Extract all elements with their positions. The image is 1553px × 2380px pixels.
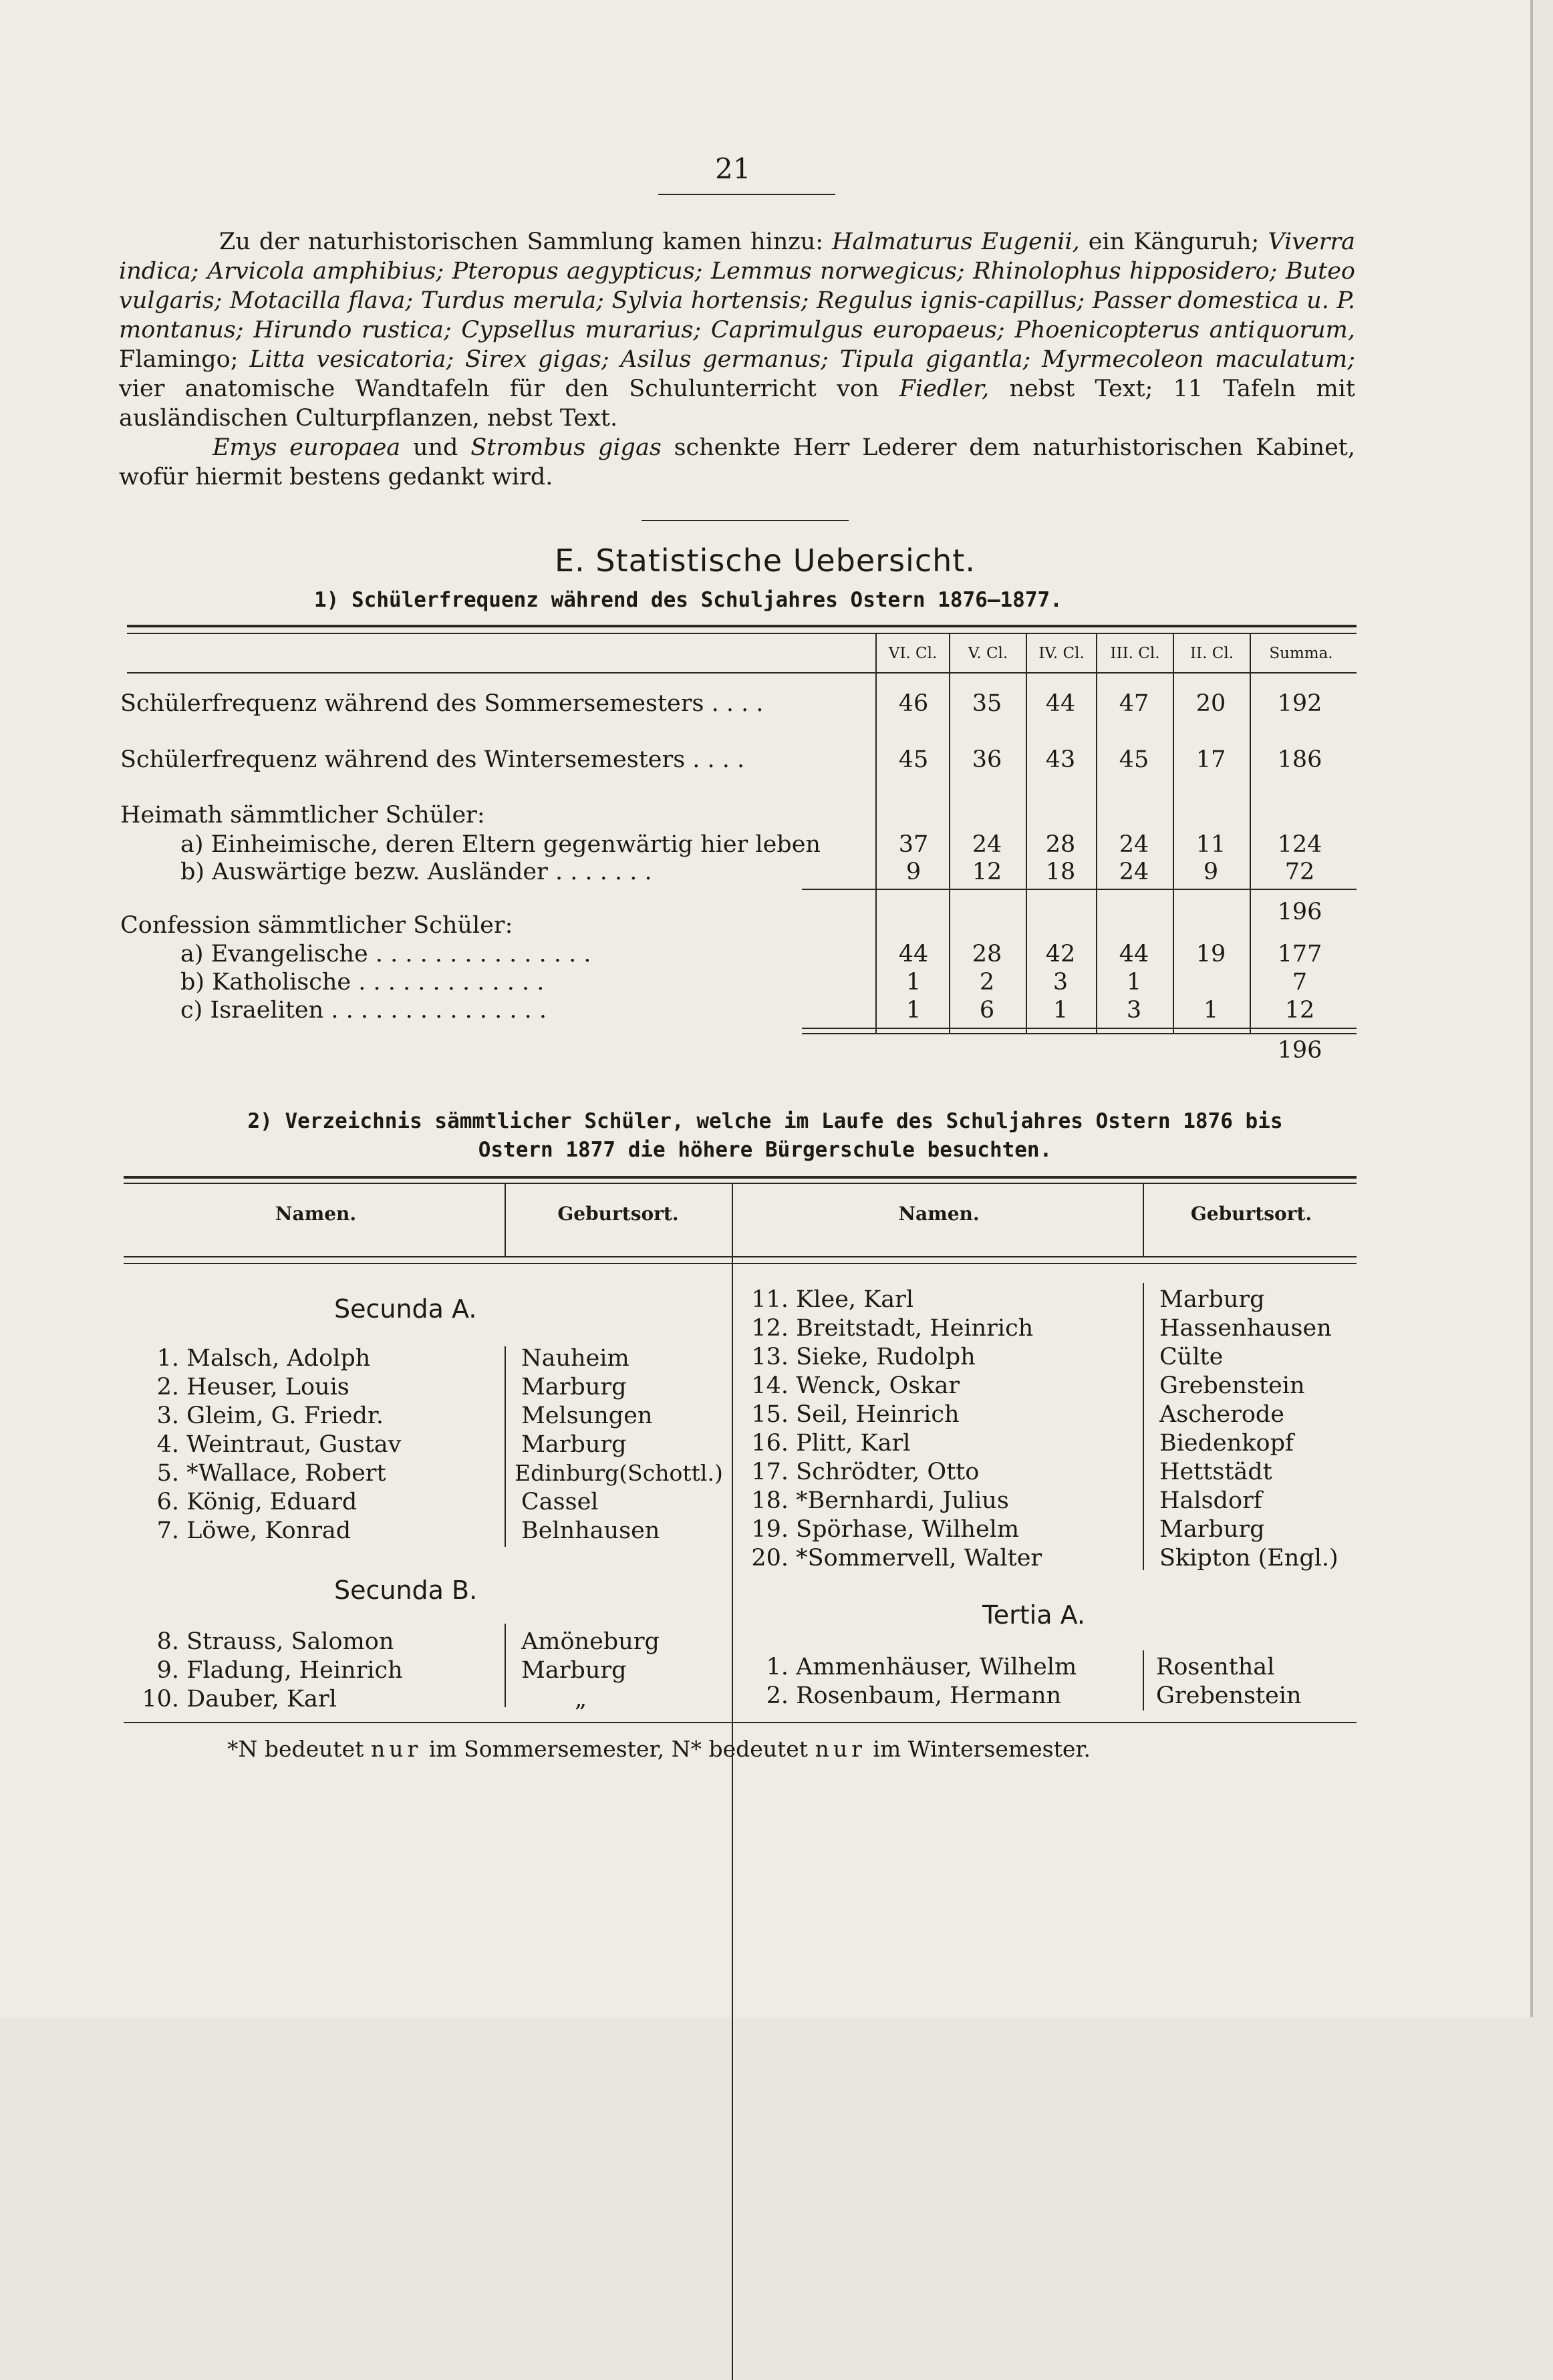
entry-name: Sieke, Rudolph (796, 1344, 976, 1370)
list-item (134, 1489, 357, 1515)
isr-iv: 1 (1052, 997, 1069, 1024)
entry-place: Grebenstein (1156, 1682, 1302, 1709)
winter-v: 36 (972, 746, 1002, 773)
entry-name: Rosenbaum, Hermann (796, 1682, 1062, 1709)
ev-iii: 44 (1119, 941, 1149, 968)
entry-name: Seil, Heinrich (796, 1401, 960, 1428)
entry-place: Marburg (521, 1657, 627, 1684)
ausw-sum: 72 (1284, 859, 1315, 885)
ev-ii: 19 (1195, 941, 1226, 968)
entry-place: Edinburg(Schottl.) (515, 1460, 723, 1486)
column-header: VI. Cl. (888, 645, 938, 662)
secunda-a-heading: Secunda A. (334, 1294, 477, 1324)
entry-name: Ammenhäuser, Wilhelm (796, 1654, 1077, 1680)
place-divider (1143, 1650, 1144, 1710)
conf-total: 196 (1277, 1037, 1322, 1064)
entry-name: Klee, Karl (796, 1286, 914, 1313)
list-item (748, 1430, 910, 1457)
footnote-emphasis: nur (815, 1736, 866, 1762)
entry-name: Plitt, Karl (796, 1430, 911, 1457)
heimath-label: Heimath sämmtlicher Schüler: (120, 802, 485, 829)
list-item (134, 1657, 403, 1684)
footnote-emphasis: nur (370, 1736, 422, 1762)
winter-sum: 186 (1277, 746, 1322, 773)
entry-name: Malsch, Adolph (186, 1345, 371, 1372)
entry-number: 20. (751, 1545, 789, 1572)
entry-name: Wenck, Oskar (796, 1372, 960, 1399)
ausw-label: b) Auswärtige bezw. Ausländer . . . . . . . (180, 859, 652, 885)
entry-place: Grebenstein (1159, 1372, 1305, 1399)
entry-place: Biedenkopf (1159, 1430, 1294, 1457)
einheim-iii: 24 (1119, 831, 1149, 858)
list-item (748, 1315, 1033, 1342)
author-name: Fiedler, (899, 376, 990, 402)
isr-iii: 3 (1126, 997, 1142, 1024)
entry-place: Marburg (521, 1431, 627, 1458)
entry-place: Halsdorf (1159, 1487, 1262, 1514)
species-list: Viverra indica; Arvicola amphibius; Pteropus aegypticus; Lemmus norwegicus; Rhinolophus hipposidero; Buteo vulgaris; Motacilla flava; Turdus merula; Sylvia hortensis; Regulus ignis-capillus; Passer domestica u. P. montanus; Hirundo rustica; Cypsellus murarius; Caprimulgus europaeus; Phoenicopterus antiquorum, (119, 229, 1356, 343)
column-header: Summa. (1269, 645, 1333, 662)
list-header-rule (124, 1263, 1357, 1264)
entry-name: Dauber, Karl (186, 1686, 337, 1713)
entry-place: Hassenhausen (1159, 1315, 1332, 1342)
list-item (134, 1345, 370, 1372)
species-list: Litta vesicatoria; Sirex gigas; Asilus germanus; Tipula gigantla; Myrmecoleon maculatum; (249, 346, 1355, 373)
list-divider (505, 1184, 506, 1256)
kath-iii: 1 (1126, 969, 1142, 996)
winter-ii: 17 (1195, 746, 1226, 773)
sum-rule (802, 889, 1357, 890)
entry-number: 10. (142, 1686, 179, 1713)
entry-name: Fladung, Heinrich (186, 1657, 403, 1684)
secunda-b-heading: Secunda B. (334, 1576, 478, 1605)
list-item (748, 1487, 1009, 1514)
entry-number: 2. (766, 1682, 789, 1709)
conf-label: Confession sämmtlicher Schüler: (120, 912, 513, 939)
einheim-vi: 37 (898, 831, 929, 858)
entry-place: Cassel (521, 1489, 599, 1515)
entry-number: 4. (156, 1431, 179, 1458)
ausw-v: 12 (972, 859, 1002, 885)
section-title: E. Statistische Uebersicht. (555, 543, 976, 579)
list-item (748, 1516, 1019, 1543)
list-item (134, 1686, 337, 1713)
entry-number: 5. (156, 1460, 179, 1487)
entry-number: 9. (156, 1657, 179, 1684)
heimath-total: 196 (1277, 899, 1322, 925)
isr-sum: 12 (1284, 997, 1315, 1024)
list-item (134, 1431, 401, 1458)
entry-number: 15. (751, 1401, 789, 1428)
donation-paragraph (119, 433, 1355, 492)
entry-number: 7. (156, 1517, 179, 1544)
row-label: b) Auswärtige bezw. Ausländer (180, 859, 548, 885)
subtitle-frequency: 1) Schülerfrequenz während des Schuljahres Ostern 1876—1877. (314, 588, 1063, 612)
winter-label: Schülerfrequenz während des Wintersemesters . . . . (120, 746, 745, 773)
einheim-label: a) Einheimische, deren Eltern gegenwärtig hier leben (180, 831, 821, 858)
entry-name: *Wallace, Robert (186, 1460, 386, 1487)
list-item (134, 1460, 386, 1487)
row-label: c) Israeliten (180, 997, 324, 1024)
left-name-header: Namen. (275, 1203, 357, 1225)
intro-text: vier anatomische Wandtafeln für den Schulunterricht von (119, 376, 899, 402)
footnote-text: im Wintersemester. (865, 1736, 1091, 1762)
list-item (748, 1654, 1077, 1680)
entry-place: Skipton (Engl.) (1159, 1545, 1338, 1572)
entry-name: Schrödter, Otto (796, 1459, 980, 1485)
entry-name: Gleim, G. Friedr. (186, 1402, 384, 1429)
list-item (134, 1628, 394, 1655)
entry-place: Hettstädt (1159, 1459, 1272, 1485)
list-center-divider (732, 1184, 733, 2380)
entry-place: Belnhausen (521, 1517, 660, 1544)
entry-number: 6. (156, 1489, 179, 1515)
summer-vi: 46 (898, 690, 929, 717)
list-item (748, 1344, 976, 1370)
isr-vi: 1 (905, 997, 922, 1024)
intro-text: Flamingo; (119, 346, 250, 373)
ausw-vi: 9 (905, 859, 922, 885)
entry-name: König, Eduard (186, 1489, 358, 1515)
right-place-header: Geburtsort. (1190, 1203, 1312, 1225)
list-top-rule (124, 1183, 1357, 1184)
list-item (748, 1372, 960, 1399)
winter-iv: 43 (1045, 746, 1076, 773)
isr-label: c) Israeliten . . . . . . . . . . . . . . . (180, 997, 547, 1024)
ev-iv: 42 (1045, 941, 1076, 968)
column-header: IV. Cl. (1038, 645, 1085, 662)
list-top-rule (124, 1176, 1357, 1179)
ausw-iv: 18 (1045, 859, 1076, 885)
entry-place: Marburg (1159, 1516, 1265, 1543)
entry-number: 3. (156, 1402, 179, 1429)
entry-place: „ (575, 1686, 587, 1713)
place-divider (1143, 1283, 1144, 1570)
entry-number: 1. (156, 1345, 179, 1372)
entry-number: 1. (766, 1654, 789, 1680)
einheim-v: 24 (972, 831, 1002, 858)
section-rule (642, 520, 849, 521)
entry-number: 17. (751, 1459, 789, 1485)
species-text: Emys europaea (213, 434, 401, 461)
entry-number: 19. (751, 1516, 789, 1543)
column-header: III. Cl. (1110, 645, 1160, 662)
entry-place: Nauheim (521, 1345, 629, 1372)
kath-iv: 3 (1052, 969, 1069, 996)
footnote-text: im Sommersemester, N* bedeutet (422, 1736, 815, 1762)
list-item (134, 1374, 349, 1400)
row-label: Schülerfrequenz während des Wintersemesters (120, 746, 686, 773)
ev-v: 28 (972, 941, 1002, 968)
table-divider (1250, 633, 1251, 1034)
intro-text: und (400, 434, 471, 461)
summer-iv: 44 (1045, 690, 1076, 717)
ev-vi: 44 (898, 941, 929, 968)
einheim-iv: 28 (1045, 831, 1076, 858)
kath-v: 2 (979, 969, 995, 996)
entry-place: Melsungen (521, 1402, 653, 1429)
kath-label: b) Katholische . . . . . . . . . . . . . (180, 969, 545, 996)
entry-place: Ascherode (1159, 1401, 1285, 1428)
summer-ii: 20 (1195, 690, 1226, 717)
intro-text: ein Känguruh; (1079, 229, 1268, 255)
summer-iii: 47 (1119, 690, 1149, 717)
row-label: b) Katholische (180, 969, 351, 996)
winter-iii: 45 (1119, 746, 1149, 773)
right-name-header: Namen. (898, 1203, 980, 1225)
sum-rule (802, 1028, 1357, 1029)
table-top-rule (127, 633, 1357, 634)
entry-name: Löwe, Konrad (186, 1517, 351, 1544)
list-item (134, 1517, 351, 1544)
species-text: Halmaturus Eugenii, (832, 229, 1080, 255)
intro-text: nebst Text; 11 Tafeln mit ausländischen Culturpflanzen, nebst Text. (119, 376, 1355, 432)
ev-sum: 177 (1277, 941, 1322, 968)
entry-place: Marburg (521, 1374, 627, 1400)
entry-number: 13. (751, 1344, 789, 1370)
ausw-iii: 24 (1119, 859, 1149, 885)
einheim-sum: 124 (1277, 831, 1322, 858)
sum-rule (802, 1033, 1357, 1034)
summer-v: 35 (972, 690, 1002, 717)
entry-name: Heuser, Louis (186, 1374, 349, 1400)
isr-v: 6 (979, 997, 995, 1024)
footnote-rule (124, 1722, 1357, 1723)
list-item (748, 1401, 960, 1428)
entry-number: 2. (156, 1374, 179, 1400)
intro-text: Zu der naturhistorischen Sammlung kamen hinzu: (219, 229, 833, 255)
table-header-rule (127, 672, 1357, 674)
einheim-ii: 11 (1195, 831, 1226, 858)
table-top-rule (127, 625, 1357, 627)
entry-place: Marburg (1159, 1286, 1265, 1313)
kath-vi: 1 (905, 969, 922, 996)
entry-number: 8. (156, 1628, 179, 1655)
place-divider (505, 1346, 506, 1547)
left-place-header: Geburtsort. (557, 1203, 679, 1225)
entry-place: Cülte (1159, 1344, 1224, 1370)
entry-number: 16. (751, 1430, 789, 1457)
entry-number: 12. (751, 1315, 789, 1342)
entry-place: Rosenthal (1156, 1654, 1275, 1680)
page-number: 21 (715, 152, 751, 185)
entry-name: Weintraut, Gustav (186, 1431, 402, 1458)
ausw-ii: 9 (1203, 859, 1219, 885)
column-header: V. Cl. (968, 645, 1008, 662)
subtitle-list-line1: 2) Verzeichnis sämmtlicher Schüler, welche im Laufe des Schuljahres Ostern 1876 bis (247, 1109, 1283, 1133)
entry-name: *Bernhardi, Julius (796, 1487, 1009, 1514)
kath-sum: 7 (1292, 969, 1308, 996)
list-divider (1143, 1184, 1144, 1256)
entry-place: Amöneburg (521, 1628, 660, 1655)
entry-number: 18. (751, 1487, 789, 1514)
footnote-text: *N bedeutet (227, 1736, 371, 1762)
list-item (748, 1545, 1042, 1572)
subtitle-list-line2: Ostern 1877 die höhere Bürgerschule besuchten. (478, 1138, 1052, 1162)
place-divider (505, 1624, 506, 1707)
list-item (748, 1459, 979, 1485)
entry-name: Spörhase, Wilhelm (796, 1516, 1020, 1543)
summer-sum: 192 (1277, 690, 1322, 717)
entry-number: 11. (751, 1286, 789, 1313)
list-header-rule (124, 1256, 1357, 1257)
entry-name: *Sommervell, Walter (796, 1545, 1042, 1572)
footnote (227, 1736, 1091, 1762)
list-item (134, 1402, 384, 1429)
column-header: II. Cl. (1189, 645, 1234, 662)
row-label: Schülerfrequenz während des Sommersemesters (120, 690, 704, 717)
isr-ii: 1 (1203, 997, 1219, 1024)
row-label: a) Evangelische (180, 941, 368, 968)
winter-vi: 45 (898, 746, 929, 773)
intro-paragraph (119, 227, 1355, 433)
header-rule (658, 194, 835, 195)
summer-label: Schülerfrequenz während des Sommersemesters . . . . (120, 690, 764, 717)
entry-name: Strauss, Salomon (186, 1628, 394, 1655)
species-text: Strombus gigas (470, 434, 662, 461)
tertia-a-heading: Tertia A. (982, 1600, 1085, 1630)
intro-text: schenkte Herr Lederer dem naturhistorischen Kabinet, wofür hiermit bestens gedankt wird. (119, 434, 1355, 490)
entry-number: 14. (751, 1372, 789, 1399)
list-item (748, 1682, 1061, 1709)
ev-label: a) Evangelische . . . . . . . . . . . . . . . (180, 941, 591, 968)
list-item (748, 1286, 913, 1313)
entry-name: Breitstadt, Heinrich (796, 1315, 1034, 1342)
